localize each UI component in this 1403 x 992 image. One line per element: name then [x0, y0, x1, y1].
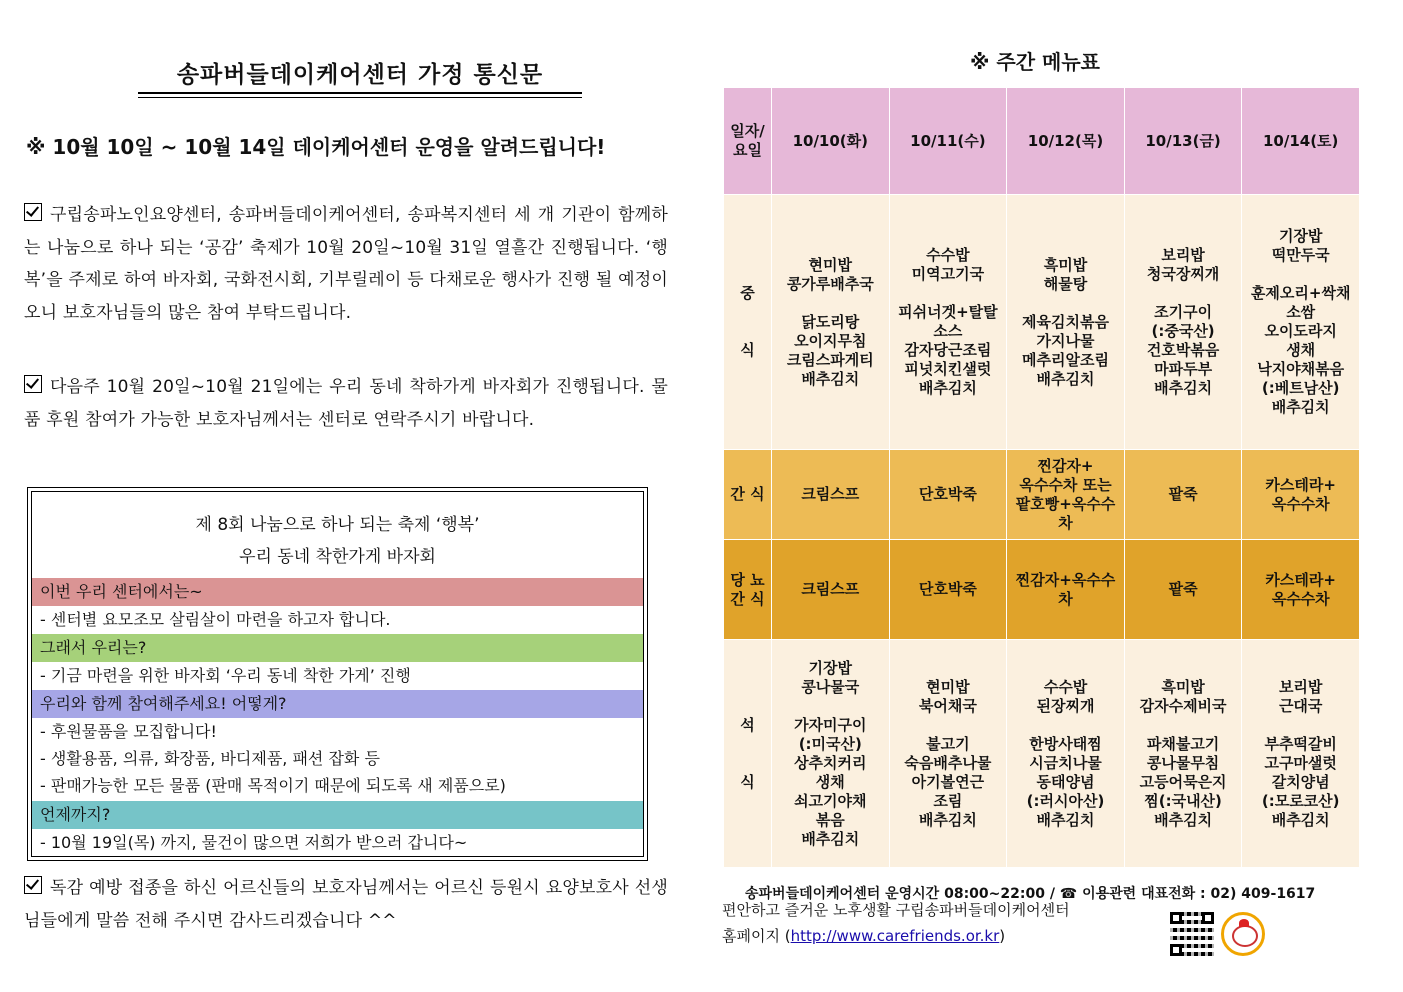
menu-item: 미역고기국 — [911, 265, 985, 283]
menu-item: 현미밥 — [808, 255, 853, 274]
menu-item: 배추김치 — [1271, 810, 1330, 829]
menu-item: 시금치나물 — [1029, 753, 1102, 772]
day-header: 10/13(금) — [1124, 88, 1242, 195]
menu-item: 흑미밥 — [1043, 255, 1088, 274]
band-line: - 10월 19일(목) 까지, 물건이 많으면 저희가 받으러 갑니다~ — [40, 833, 468, 852]
day-header: 10/10(화) — [772, 88, 890, 195]
menu-item: 고구마샐럿 — [1264, 753, 1337, 772]
menu-item: 훈제오리+싹채 — [1250, 284, 1351, 302]
menu-item: 배추김치 — [1036, 369, 1095, 388]
diabetic-snack-cell — [1242, 540, 1360, 640]
operating-hours: 송파버들데이케어센터 운영시간 08:00~22:00 / ☎ 이용관련 대표전화 : 02) 409-1617 — [745, 886, 1316, 902]
menu-item: 감자수제비국 — [1139, 696, 1227, 715]
menu-item: 부추떡갈비 — [1264, 734, 1337, 753]
band-line: - 후원물품을 모집합니다! — [40, 722, 217, 741]
menu-item: 가지나물 — [1036, 331, 1095, 350]
band-this-center: 이번 우리 센터에서는~ — [32, 578, 643, 606]
band-line: - 센터별 요모조모 살림살이 마련을 하고자 합니다. — [40, 610, 391, 629]
diabetic-snack-row — [724, 540, 1360, 640]
day-header: 10/11(수) — [889, 88, 1007, 195]
menu-item: 수수밥 — [1043, 677, 1088, 696]
menu-gap — [1125, 284, 1242, 303]
dinner-label: 석 식 — [724, 640, 772, 868]
diabetic-snack-cell — [1007, 540, 1125, 640]
menu-item: 소스 — [933, 322, 963, 340]
festival-box-inner — [31, 491, 644, 857]
menu-gap — [890, 284, 1007, 303]
menu-item: 찐감자+ — [1037, 456, 1094, 475]
menu-gap — [1125, 716, 1242, 735]
menu-item: 오이도라지 — [1264, 322, 1337, 340]
menu-gap — [1242, 265, 1359, 284]
lunch-cell — [1124, 195, 1242, 450]
menu-item: (:미국산) — [798, 734, 862, 753]
checkbox-icon — [24, 876, 42, 894]
menu-item: 마파두부 — [1154, 360, 1213, 378]
menu-item: 청국장찌개 — [1146, 265, 1220, 283]
notice-subhead: ※ 10월 10일 ~ 10월 14일 데이케어센터 운영을 알려드립니다! — [26, 135, 606, 159]
menu-item: 차 — [1058, 513, 1073, 532]
menu-item: 콩가루배추국 — [786, 274, 874, 293]
menu-item: 현미밥 — [926, 677, 970, 696]
dinner-row — [724, 640, 1360, 868]
title-underline-thin — [138, 97, 582, 98]
menu-item: 옥수수차 — [1271, 494, 1330, 513]
menu-item: 찜(:국내산) — [1144, 791, 1222, 810]
menu-item: 단호박죽 — [918, 580, 977, 598]
band-line: - 생활용품, 의류, 화장품, 바디제품, 패션 잡화 등 — [40, 749, 380, 768]
menu-item: 팥죽 — [1168, 485, 1198, 503]
notice-paragraph-1 — [24, 199, 668, 329]
menu-item: 된장찌개 — [1036, 696, 1095, 715]
band-line: - 기금 마련을 위한 바자회 ‘우리 동네 착한 가게’ 진행 — [40, 666, 411, 685]
menu-item: 생채 — [815, 772, 845, 791]
menu-item: 해물탕 — [1043, 274, 1088, 293]
menu-item: 콩나물국 — [801, 677, 860, 696]
menu-item: 고등어묵은지 — [1139, 772, 1227, 791]
menu-item: 수수밥 — [926, 246, 970, 264]
menu-item: 조림 — [933, 791, 963, 810]
paragraph-1-text: 구립송파노인요양센터, 송파버들데이케어센터, 송파복지센터 세 개 기관이 함께하는 나눔으로 하나 되는 ‘공감’ 축제가 10월 20일~10월 31일 열흘간 진행됩니다. ‘행복’을 주제로 하여 바자회, 국화전시회, 기부릴레이 등 다채로운 행사가 진행 될 예정이오니 보호자님들의 많은 참여 부탁드립니다. — [24, 205, 668, 323]
menu-item: 갈치양념 — [1271, 772, 1330, 791]
menu-item: 배추김치 — [801, 369, 860, 388]
center-logo-icon — [1221, 912, 1265, 956]
snack-cell — [889, 450, 1007, 540]
checkbox-icon — [24, 375, 42, 393]
menu-gap — [1007, 294, 1124, 313]
lunch-row — [724, 195, 1360, 450]
snack-cell — [1242, 450, 1360, 540]
menu-gap — [1242, 716, 1359, 735]
menu-item: 배추김치 — [918, 379, 977, 397]
paragraph-2-text: 다음주 10월 20일~10월 21일에는 우리 동네 착하가게 바자회가 진행됩니다. 물품 후원 참여가 가능한 보호자님께서는 센터로 연락주시기 바랍니다. — [24, 377, 668, 430]
menu-gap — [772, 697, 889, 716]
snack-cell — [772, 450, 890, 540]
dinner-cell — [889, 640, 1007, 868]
snack-cell — [1007, 450, 1125, 540]
menu-item: (:베트남산) — [1261, 379, 1340, 397]
menu-item: 북어채국 — [918, 696, 977, 715]
menu-gap — [1007, 716, 1124, 735]
menu-item: 카스테라+ — [1265, 475, 1336, 494]
menu-item: 카스테라+ — [1265, 570, 1336, 589]
menu-item: 근대국 — [1278, 696, 1323, 715]
menu-item: 찐감자+옥수수 — [1015, 570, 1116, 589]
menu-item: 불고기 — [926, 734, 970, 753]
menu-item: 낙지야채볶음 — [1257, 360, 1345, 378]
band-until-when: 언제까지? — [32, 801, 643, 829]
day-header: 10/12(목) — [1007, 88, 1125, 195]
notice-paragraph-2 — [24, 371, 668, 436]
center-slogan: 편안하고 즐거운 노후생활 구립송파버들데이케어센터 — [722, 901, 1070, 919]
lunch-cell — [1242, 195, 1360, 450]
menu-item: 파채불고기 — [1146, 734, 1220, 753]
menu-item: 쇠고기야채 — [794, 791, 867, 810]
menu-item: 피넛치킨샐럿 — [904, 360, 992, 378]
menu-item: 배추김치 — [1154, 810, 1213, 829]
menu-item: 숙음배추나물 — [904, 753, 992, 772]
date-day-label: 일자/ 요일 — [724, 88, 772, 195]
menu-item: 제육김치볶음 — [1022, 312, 1109, 331]
menu-item: (:모로코산) — [1261, 791, 1340, 810]
menu-item: 배추김치 — [1271, 398, 1330, 416]
dinner-cell — [1124, 640, 1242, 868]
festival-title-1: 제 8회 나눔으로 하나 되는 축제 ‘행복’ — [195, 515, 480, 535]
menu-item: 감자당근조림 — [904, 341, 992, 359]
band-line: - 판매가능한 모든 물품 (판매 목적이기 때문에 되도록 새 제품으로) — [40, 776, 506, 795]
menu-item: 보리밥 — [1278, 677, 1323, 696]
dinner-cell — [1007, 640, 1125, 868]
menu-item: 흑미밥 — [1161, 677, 1205, 696]
menu-item: 팥호빵+옥수수 — [1015, 494, 1116, 513]
menu-item: 건호박볶음 — [1146, 341, 1220, 359]
diabetic-snack-cell — [772, 540, 890, 640]
dinner-cell — [1242, 640, 1360, 868]
newsletter-title: 송파버들데이케어센터 가정 통신문 — [176, 62, 544, 88]
menu-item: 생채 — [1286, 341, 1316, 359]
checkbox-icon — [24, 203, 42, 221]
homepage-link[interactable]: http://www.carefriends.or.kr — [790, 927, 1000, 945]
menu-header-row — [724, 88, 1360, 195]
menu-item: 가자미구이 — [794, 715, 867, 734]
menu-item: 크림스파게티 — [786, 350, 874, 369]
menu-item: 피쉬너겟+탈탈 — [898, 303, 998, 321]
diabetic-snack-cell — [1124, 540, 1242, 640]
menu-item: 조기구이 — [1154, 303, 1213, 321]
lunch-cell — [772, 195, 890, 450]
notice-paragraph-3 — [24, 872, 668, 937]
diabetic-snack-label: 당 뇨 간 식 — [724, 540, 772, 640]
menu-item: (:러시아산) — [1026, 791, 1105, 810]
menu-item: (:중국산) — [1151, 322, 1215, 340]
menu-title: ※ 주간 메뉴표 — [970, 50, 1100, 74]
day-header: 10/14(토) — [1242, 88, 1360, 195]
festival-box — [27, 487, 648, 861]
menu-item: 한방사태찜 — [1029, 734, 1102, 753]
festival-title-2: 우리 동네 착한가게 바자회 — [239, 547, 436, 567]
menu-item: 동태양념 — [1036, 772, 1095, 791]
menu-item: 크림스프 — [801, 580, 860, 598]
menu-item: 옥수수차 또는 — [1019, 475, 1112, 494]
menu-item: 아기볼연근 — [911, 772, 985, 791]
band-join-us: 우리와 함께 참여해주세요! 어떻게? — [32, 690, 643, 718]
menu-item: 배추김치 — [1154, 379, 1213, 397]
menu-gap — [772, 294, 889, 313]
menu-item: 기장밥 — [1278, 227, 1323, 245]
lunch-cell — [1007, 195, 1125, 450]
menu-item: 크림스프 — [801, 485, 860, 503]
title-underline — [138, 92, 582, 94]
weekly-menu-table — [723, 87, 1360, 868]
lunch-cell — [889, 195, 1007, 450]
menu-item: 상추치커리 — [794, 753, 867, 772]
lunch-label: 중 식 — [724, 195, 772, 450]
homepage-close: ) — [999, 927, 1006, 945]
menu-item: 콩나물무침 — [1146, 753, 1220, 772]
menu-item: 떡만두국 — [1271, 246, 1330, 264]
menu-item: 단호박죽 — [918, 485, 977, 503]
dinner-cell — [772, 640, 890, 868]
menu-item: 소쌈 — [1286, 303, 1316, 321]
menu-item: 오이지무침 — [794, 331, 867, 350]
menu-item: 배추김치 — [1036, 810, 1095, 829]
menu-item: 메추리알조림 — [1022, 350, 1109, 369]
menu-item: 배추김치 — [801, 829, 860, 848]
menu-item: 볶음 — [815, 810, 845, 829]
diabetic-snack-cell — [889, 540, 1007, 640]
menu-item: 보리밥 — [1161, 246, 1205, 264]
menu-item: 배추김치 — [918, 810, 977, 829]
snack-label: 간 식 — [724, 450, 772, 540]
menu-item: 기장밥 — [808, 658, 853, 677]
menu-item: 차 — [1058, 589, 1073, 608]
qr-code-icon[interactable] — [1170, 912, 1214, 956]
menu-item: 닭도리탕 — [801, 312, 860, 331]
paragraph-3-text: 독감 예방 접종을 하신 어르신들의 보호자님께서는 어르신 등원시 요양보호사 선생님들에게 말씀 전해 주시면 감사드리겠습니다 ^^ — [24, 878, 668, 931]
homepage-label: 홈페이지 ( — [722, 927, 791, 945]
snack-row — [724, 450, 1360, 540]
homepage-line — [722, 925, 1005, 946]
band-so-we: 그래서 우리는? — [32, 634, 643, 662]
menu-item: 옥수수차 — [1271, 589, 1330, 608]
menu-gap — [890, 716, 1007, 735]
menu-item: 팥죽 — [1168, 580, 1198, 598]
snack-cell — [1124, 450, 1242, 540]
